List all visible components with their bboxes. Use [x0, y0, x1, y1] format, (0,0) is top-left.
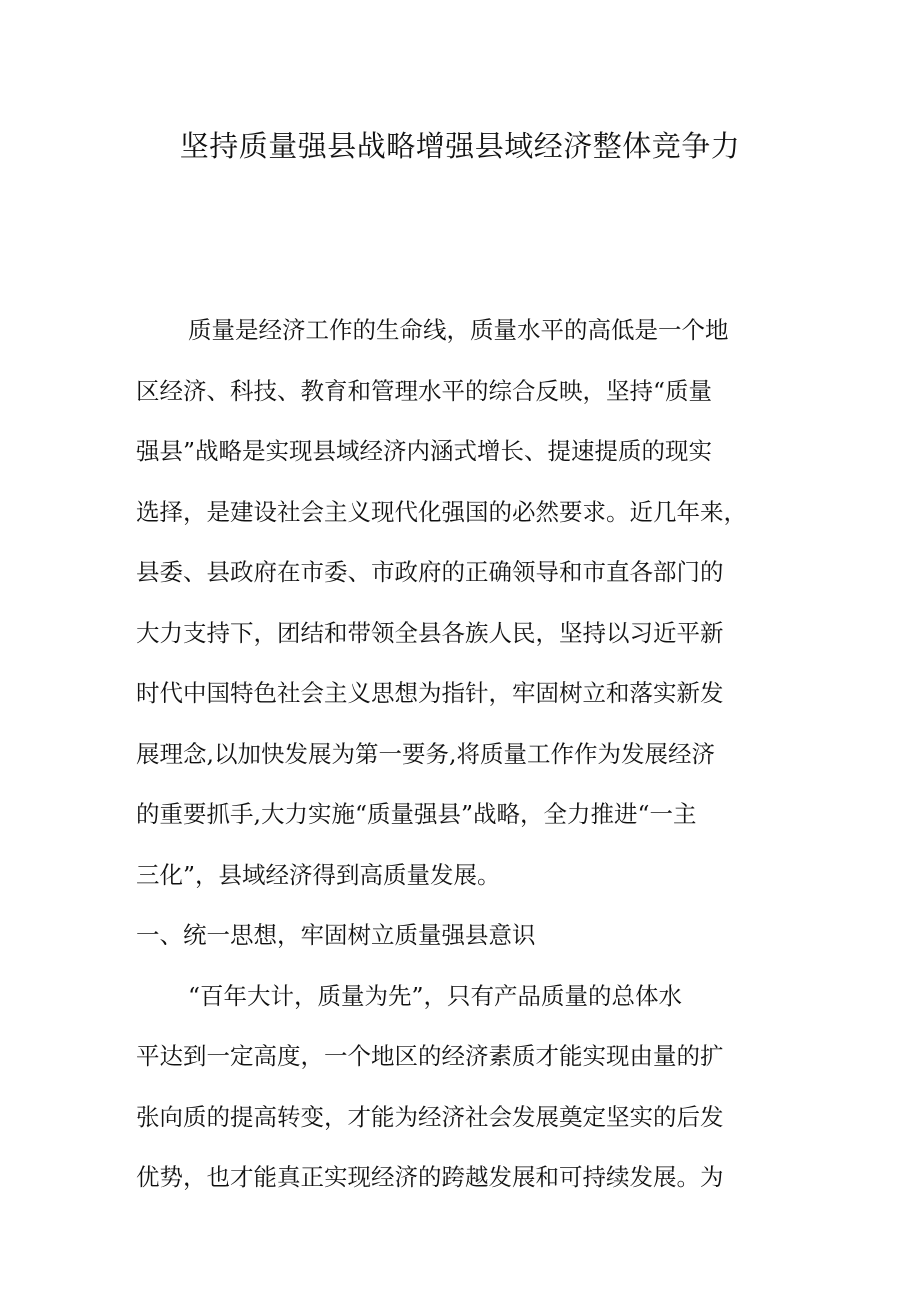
- paragraph-line: 张向质的提高转变，才能为经济社会发展奠定坚实的后发: [136, 1102, 724, 1131]
- paragraph-line: 的重要抓手,大力实施“质量强县”战略，全力推进“一主: [136, 800, 697, 828]
- paragraph-line: 质量是经济工作的生命线，质量水平的高低是一个地: [188, 316, 729, 344]
- paragraph-line: 选择，是建设社会主义现代化强国的必然要求。近几年来，: [136, 497, 747, 526]
- paragraph-line: 三化”，县域经济得到高质量发展。: [136, 860, 501, 889]
- paragraph-line: 时代中国特色社会主义思想为指针，牢固树立和落实新发: [136, 679, 724, 707]
- paragraph-line: 平达到一定高度，一个地区的经济素质才能实现由量的扩: [136, 1042, 724, 1070]
- document-body: [136, 300, 801, 1208]
- paragraph-line: “百年大计，质量为先”，只有产品质量的总体水: [188, 981, 683, 1010]
- paragraph-line: 大力支持下，团结和带领全县各族人民，坚持以习近平新: [136, 618, 724, 647]
- section-heading: 一、统一思想，牢固树立质量强县意识: [136, 921, 536, 949]
- paragraph-line: 县委、县政府在市委、市政府的正确领导和市直各部门的: [136, 558, 724, 586]
- paragraph-line: 强县”战略是实现县域经济内涵式增长、提速提质的现实: [136, 437, 713, 465]
- paragraph-line: 展理念,以加快发展为第一要务,将质量工作作为发展经济: [136, 739, 715, 768]
- paragraph-line: 区经济、科技、教育和管理水平的综合反映，坚持“质量: [136, 376, 713, 405]
- paragraph-line: 优势，也才能真正实现经济的跨越发展和可持续发展。为: [136, 1163, 724, 1191]
- document-title: 坚持质量强县战略增强县域经济整体竞争力: [179, 129, 741, 163]
